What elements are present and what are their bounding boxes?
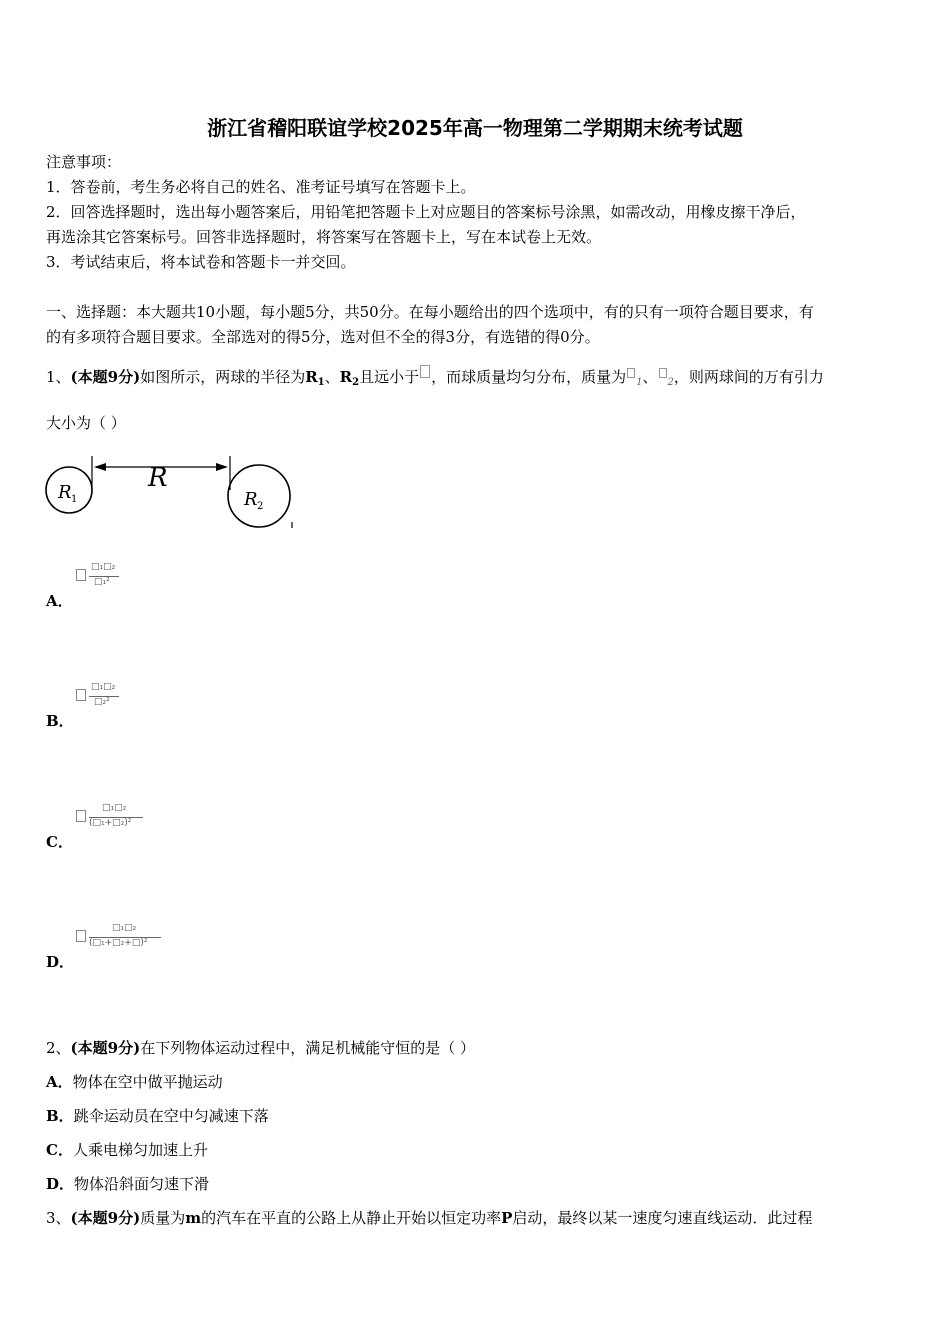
svg-text:2: 2 [257,501,264,512]
page-title: 浙江省稽阳联谊学校2025年高一物理第二学期期末统考试题 [207,116,743,140]
notice-heading: 注意事项： [46,153,122,171]
notice-item-2-cont: 再选涂其它答案标号。回答非选择题时，将答案写在答题卡上，写在本试卷上无效。 [46,228,602,246]
missing-glyph-icon [76,569,86,581]
missing-glyph-icon [659,368,667,378]
notice-item-3: 3．考试结束后，将本试卷和答题卡一并交回。 [46,253,356,271]
missing-glyph-icon [76,930,86,942]
q2-option-c: C．人乘电梯匀加速上升 [46,1141,208,1159]
missing-glyph-icon [627,368,635,378]
q2-option-a: A．物体在空中做平抛运动 [46,1073,223,1091]
option-d-formula: □₁□₂ (□₁+□₂+□)² [76,923,176,953]
svg-text:1: 1 [71,494,78,505]
notice-item-2: 2．回答选择题时，选出每小题答案后，用铅笔把答题卡上对应题目的答案标号涂黑，如需改动，用橡皮擦干净后， [46,203,806,221]
option-c-formula: □₁□₂ (□₁+□₂)² [76,803,156,833]
q2-option-d: D．物体沿斜面匀速下滑 [46,1175,210,1193]
option-a-label: A． [46,592,73,610]
q2-option-b: B．跳伞运动员在空中匀减速下落 [46,1107,269,1125]
missing-glyph-icon [76,689,86,701]
option-a-formula: □₁□₂ □₁² [76,562,136,592]
option-b-label: B． [46,712,74,730]
missing-glyph-icon [420,365,430,378]
sphere-2-label: R [244,489,258,510]
two-spheres-figure [44,452,304,532]
option-c-label: C． [46,833,73,851]
distance-label: R [148,463,168,493]
section-instructions-line-2: 的有多项符合题目要求。全部选对的得5分，选对但不全的得3分，有选错的得0分。 [46,328,600,346]
question-2-stem: 2、(本题9分)在下列物体运动过程中，满足机械能守恒的是（ ） [46,1039,475,1057]
sphere-1-label: R [58,482,72,503]
notice-item-1: 1．答卷前，考生务必将自己的姓名、准考证号填写在答题卡上。 [46,178,476,196]
missing-glyph-icon [76,810,86,822]
option-d-label: D． [46,953,75,971]
question-1-stem-cont: 大小为（ ） [46,414,126,432]
section-instructions-line-1: 一、选择题：本大题共10小题，每小题5分，共50分。在每小题给出的四个选项中，有的只有一项符合题目要求，有 [46,303,814,321]
question-3-stem: 3、(本题9分)质量为m的汽车在平直的公路上从静止开始以恒定功率P启动，最终以某一速度匀速直线运动．此过程 [46,1209,813,1227]
question-1-stem: 1、(本题9分)如图所示，两球的半径为$R_1$、$R_2$且远小于 ，而球质量均匀分布，质量为 $_1$、 $_2$，则两球间的万有引力 [46,365,824,393]
option-b-formula: □₁□₂ □₂² [76,682,136,712]
